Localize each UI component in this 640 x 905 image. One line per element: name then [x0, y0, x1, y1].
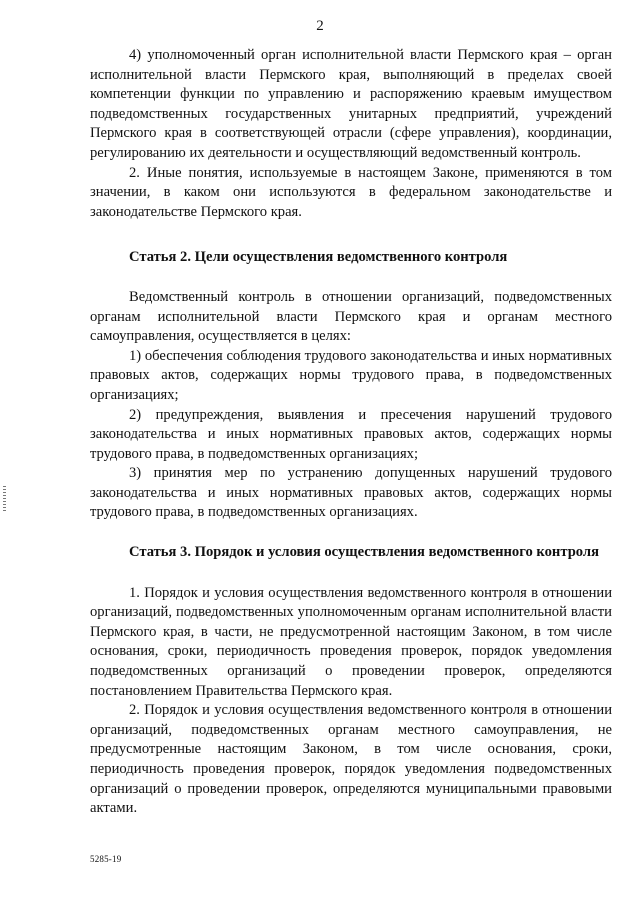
- article-3-paragraph-1: 1. Порядок и условия осуществления ведомственного контроля в отношении организаций, подведомственных уполномоченным органам исполнительной власти Пермского края, в части, не предусмотренной настоящим Законом, в том числе основания, сроки, периодичность проведения проверок, порядок уведомления подведомственных организаций о проведении проверок, определяются постановлением Правительства Пермского края.: [90, 584, 612, 699]
- document-body: [90, 46, 612, 819]
- definitions-paragraph-2: 2. Иные понятия, используемые в настоящем Законе, применяются в том значении, в каком они используются в федеральном законодательстве и законодательстве Пермского края.: [90, 164, 612, 220]
- article-2-title: Статья 2. Цели осуществления ведомственного контроля: [129, 249, 508, 266]
- article-3-body: [90, 584, 612, 819]
- article-3-paragraph-2: 2. Порядок и условия осуществления ведомственного контроля в отношении организаций, подведомственных органам местного самоуправления, не предусмотренные настоящим Законом, в том числе основания, сроки, периодичность проведения проверок, порядок уведомления подведомственных организаций о проведении проверок, определяются муниципальными правовыми актами.: [90, 702, 612, 817]
- article-2-item-2: 2) предупреждения, выявления и пресечения нарушений трудового законодательства и иных нормативных правовых актов, содержащих нормы трудового права, в подведомственных организациях;: [90, 406, 612, 462]
- article-2-intro: Ведомственный контроль в отношении организаций, подведомственных органам исполнительной власти Пермского края и органам местного самоуправления, осуществляется в целях:: [90, 288, 612, 345]
- page-number: 2: [316, 18, 324, 34]
- definition-item-4: 4) уполномоченный орган исполнительной власти Пермского края – орган исполнительной власти Пермского края, выполняющий в пределах своей компетенции функции по управлению и распоряжению краевым имуществом подведомственных государственных унитарных предприятий, учреждений Пермского края в соответствующей отрасли (сфере управления), координации, регулированию их деятельности и осуществляющий ведомственный контроль.: [90, 47, 612, 161]
- article-2-item-3: 3) принятия мер по устранению допущенных нарушений трудового законодательства и иных нормативных правовых актов, содержащих нормы трудового права, в подведомственных организациях.: [90, 465, 612, 521]
- scan-edge-mark: [3, 486, 6, 512]
- article-3-title: Статья 3. Порядок и условия осуществления ведомственного контроля: [129, 544, 599, 561]
- article-2-body: [90, 288, 612, 523]
- document-code: 5285-19: [90, 854, 122, 864]
- article-2-item-1: 1) обеспечения соблюдения трудового законодательства и иных нормативных правовых актов, содержащих нормы трудового права, в подведомственных организациях;: [90, 347, 612, 403]
